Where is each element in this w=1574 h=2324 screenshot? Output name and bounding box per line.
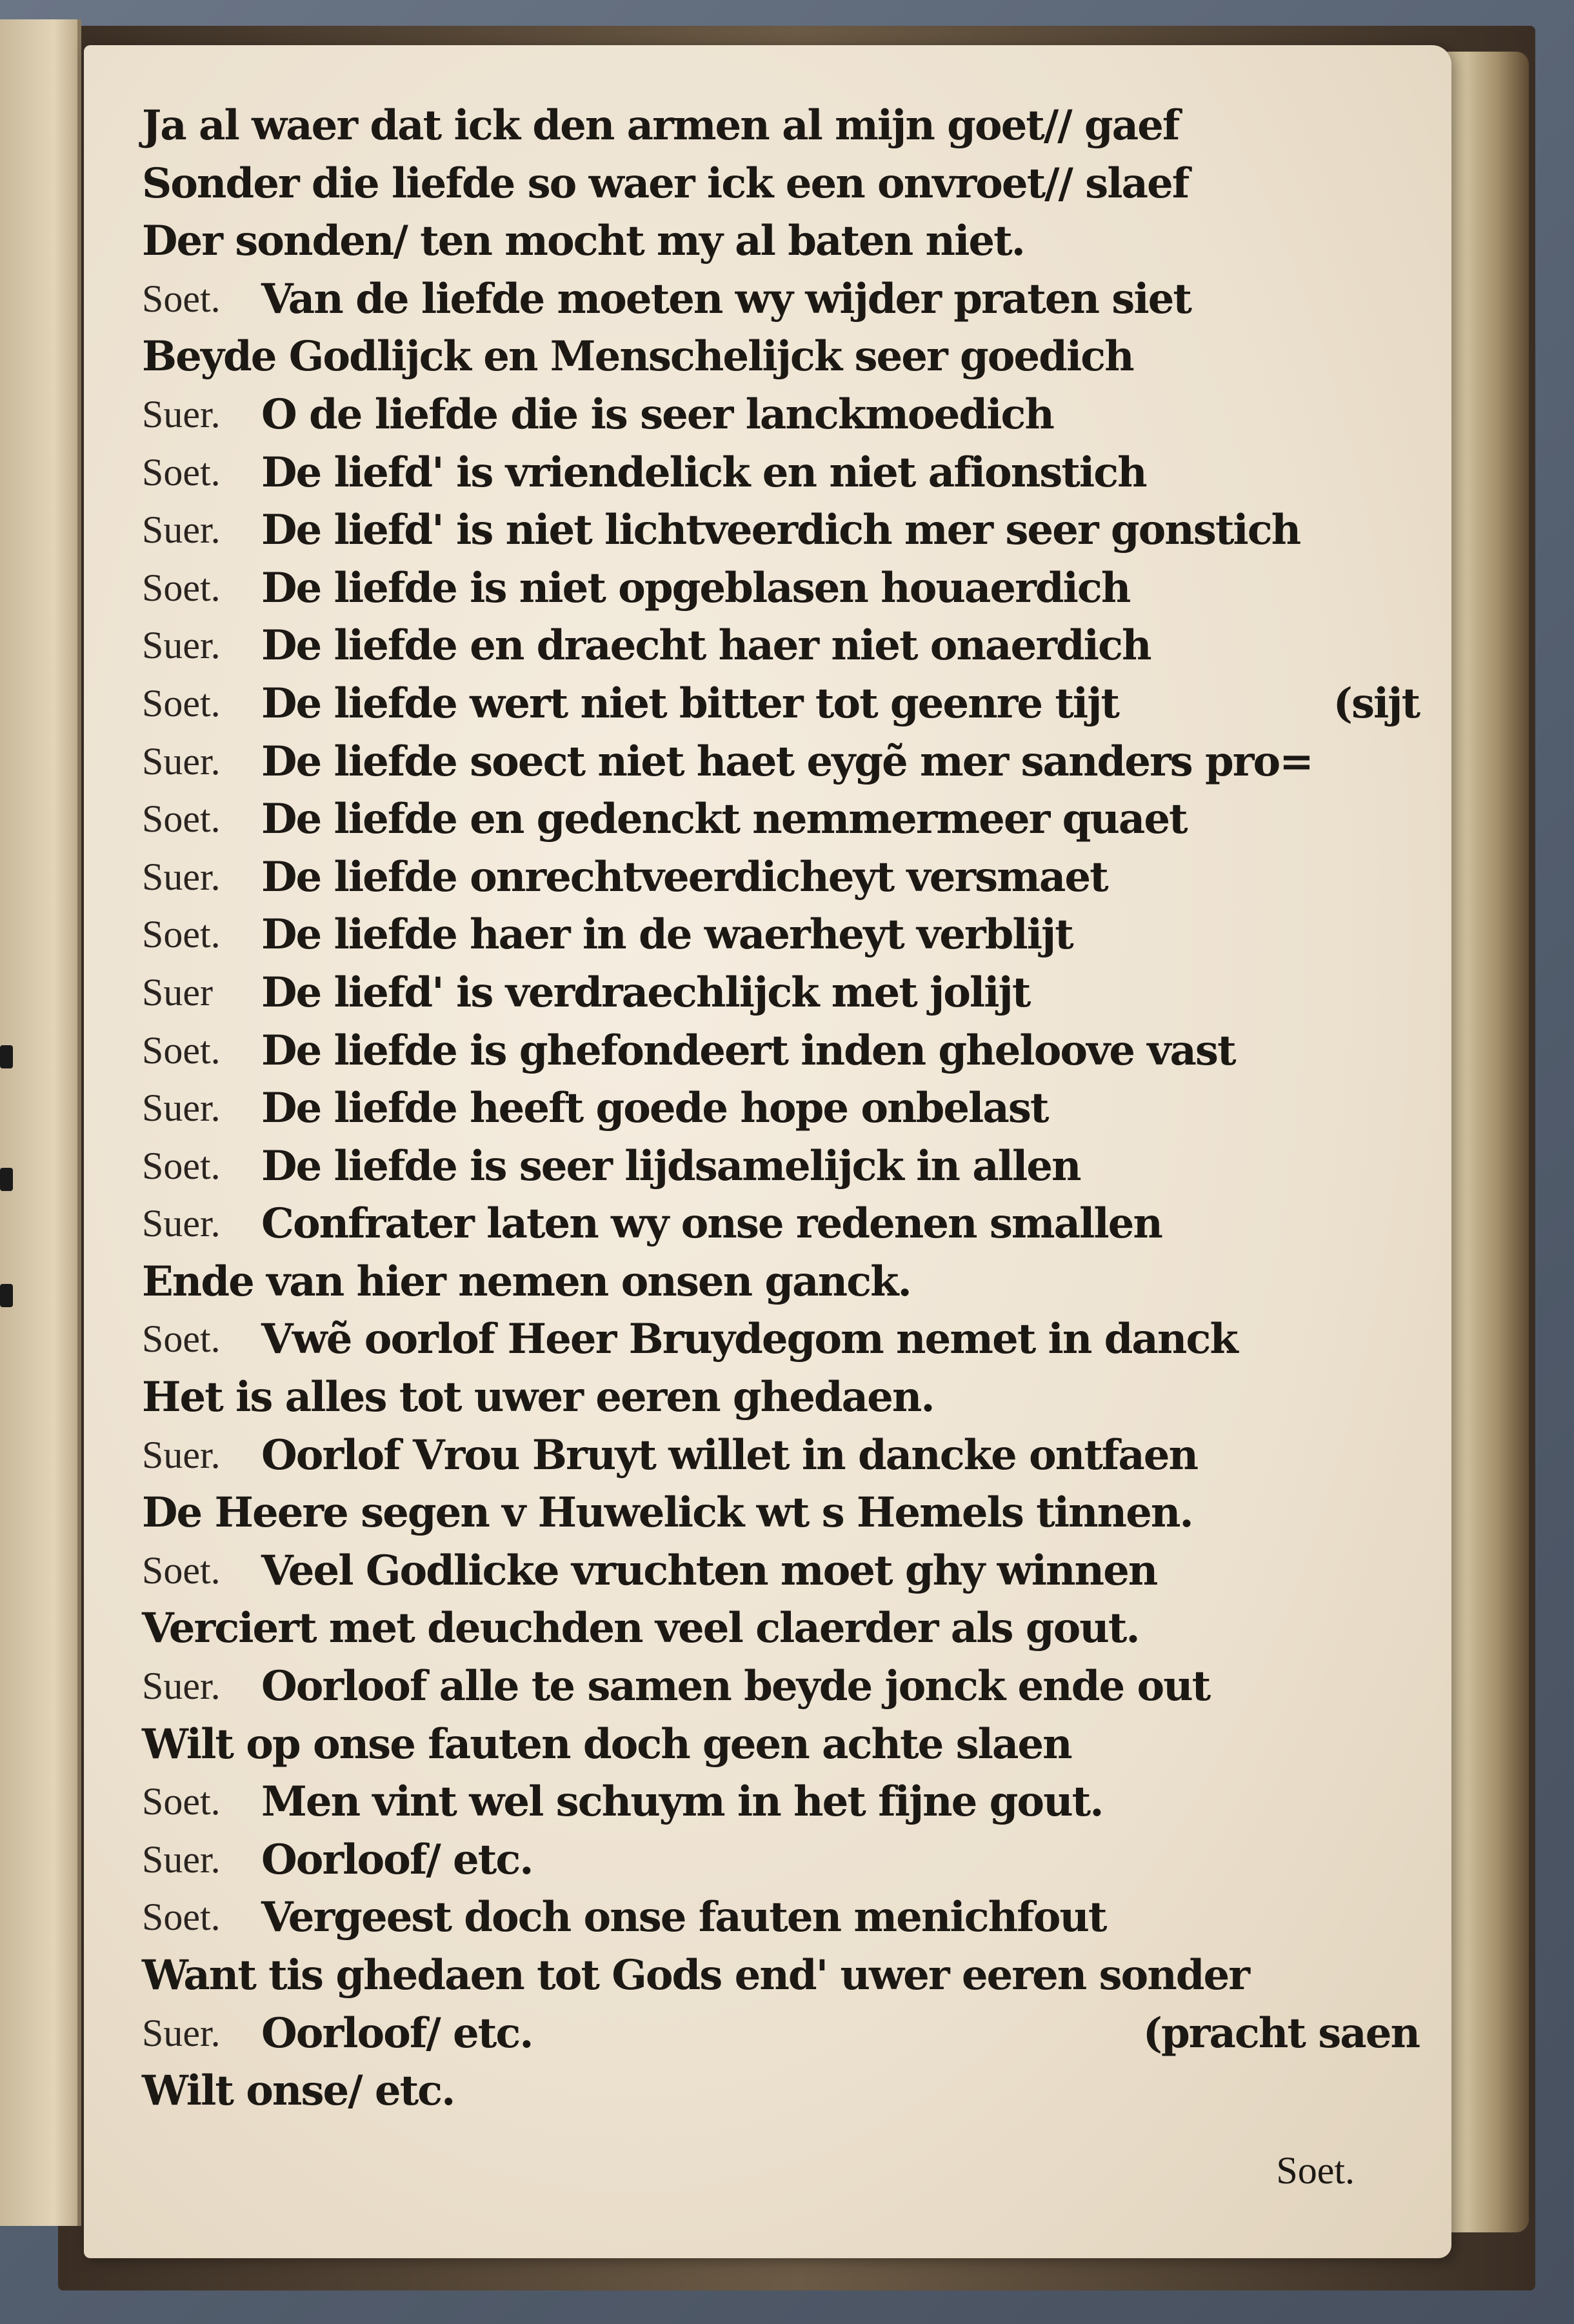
verse-text: Oorloof/ etc. bbox=[261, 1835, 533, 1884]
verse-turnover: (pracht saen bbox=[1142, 2008, 1419, 2058]
speaker-label: Suer bbox=[142, 970, 213, 1014]
text-line bbox=[142, 1831, 1419, 1889]
verse-text: Oorloof alle te samen beyde jonck ende out bbox=[261, 1662, 1210, 1711]
page-text bbox=[142, 97, 1419, 2120]
verse-text: Oorlof Vrou Bruyt willet in dancke ontfaen bbox=[261, 1430, 1198, 1479]
speaker-label: Soet. bbox=[142, 1028, 221, 1072]
text-line bbox=[142, 906, 1419, 964]
speaker-label: Soet. bbox=[142, 566, 221, 609]
text-line bbox=[142, 1137, 1419, 1196]
verse-text: Veel Godlicke vruchten moet ghy winnen bbox=[261, 1546, 1157, 1595]
verse-text: Sonder die liefde so waer ick een onvroet// slaef bbox=[142, 159, 1189, 208]
text-line bbox=[142, 501, 1419, 559]
verse-text: Ja al waer dat ick den armen al mijn goet// gaef bbox=[142, 101, 1179, 150]
verse-turnover: (sijt bbox=[1333, 679, 1419, 728]
speaker-label: Suer. bbox=[142, 392, 221, 436]
speaker-label: Soet. bbox=[142, 450, 221, 494]
verse-text: Der sonden/ ten mocht my al baten niet. bbox=[142, 217, 1024, 266]
text-line bbox=[142, 1773, 1419, 1831]
verse-text: Het is alles tot uwer eeren ghedaen. bbox=[142, 1373, 934, 1422]
text-line bbox=[142, 1716, 1419, 1774]
verse-text: Wilt onse/ etc. bbox=[142, 2067, 455, 2116]
text-line bbox=[142, 97, 1419, 155]
speaker-label: Soet. bbox=[142, 913, 221, 956]
speaker-label: Soet. bbox=[142, 1548, 221, 1592]
speaker-label: Soet. bbox=[142, 1780, 221, 1823]
verse-text: Ende van hier nemen onsen ganck. bbox=[142, 1257, 911, 1306]
text-line bbox=[142, 1310, 1419, 1368]
verse-text: Oorloof/ etc. bbox=[261, 2008, 533, 2058]
speaker-label: Suer. bbox=[142, 1087, 221, 1130]
verse-text: De liefde en gedenckt nemmermeer quaet bbox=[261, 795, 1187, 844]
verse-text: Van de liefde moeten wy wijder praten siet bbox=[261, 274, 1191, 323]
verse-text: De Heere segen v Huwelick wt s Hemels tinnen. bbox=[142, 1488, 1193, 1538]
verse-text: Vergeest doch onse fauten menichfout bbox=[261, 1893, 1106, 1942]
text-line bbox=[142, 1888, 1419, 1947]
verse-text: De liefde haer in de waerheyt verblijt bbox=[261, 910, 1073, 959]
verse-text: Verciert met deuchden veel claerder als gout. bbox=[142, 1604, 1139, 1653]
text-line bbox=[142, 559, 1419, 617]
speaker-label: Suer. bbox=[142, 1433, 221, 1476]
verse-text: De liefde soect niet haet eygẽ mer sanders pro= bbox=[261, 737, 1313, 786]
verse-text: De liefd' is verdraechlijck met jolijt bbox=[261, 968, 1030, 1017]
verse-text: De liefd' is niet lichtveerdich mer seer gonstich bbox=[261, 506, 1300, 555]
speaker-label: Soet. bbox=[142, 1144, 221, 1187]
verse-text: De liefde is ghefondeert inden gheloove vast bbox=[261, 1026, 1235, 1075]
text-line bbox=[142, 1427, 1419, 1485]
book-page bbox=[84, 45, 1451, 2258]
text-line bbox=[142, 155, 1419, 213]
speaker-label: Soet. bbox=[142, 277, 221, 320]
verse-text: De liefde onrechtveerdicheyt versmaet bbox=[261, 852, 1108, 901]
text-line bbox=[142, 1599, 1419, 1658]
verse-text: De liefde is seer lijdsamelijck in allen bbox=[261, 1141, 1081, 1190]
speaker-label: Suer. bbox=[142, 855, 221, 898]
facing-page-edge bbox=[0, 19, 81, 2226]
facing-page-letter bbox=[0, 1284, 13, 1307]
text-line bbox=[142, 790, 1419, 848]
speaker-label: Suer. bbox=[142, 1838, 221, 1881]
verse-text: Men vint wel schuym in het fijne gout. bbox=[261, 1778, 1103, 1827]
text-line bbox=[142, 1253, 1419, 1311]
speaker-label: Suer. bbox=[142, 2011, 221, 2054]
verse-text: Vwẽ oorlof Heer Bruydegom nemet in danck bbox=[261, 1315, 1237, 1364]
text-line bbox=[142, 328, 1419, 386]
verse-text: O de liefde die is seer lanckmoedich bbox=[261, 390, 1053, 439]
text-line bbox=[142, 848, 1419, 907]
verse-text: Beyde Godlijck en Menschelijck seer goedich bbox=[142, 332, 1133, 381]
text-line bbox=[142, 733, 1419, 791]
text-line bbox=[142, 1947, 1419, 2005]
verse-text: Want tis ghedaen tot Gods end' uwer eeren sonder bbox=[142, 1951, 1249, 1999]
text-line bbox=[142, 444, 1419, 502]
facing-page-letter bbox=[0, 1168, 13, 1191]
speaker-label: Suer. bbox=[142, 624, 221, 667]
text-line bbox=[142, 1195, 1419, 1253]
catchword: Soet. bbox=[1276, 2149, 1355, 2192]
text-line bbox=[142, 212, 1419, 270]
speaker-label: Suer. bbox=[142, 1665, 221, 1708]
text-line bbox=[142, 1022, 1419, 1080]
verse-text: De liefde is niet opgeblasen houaerdich bbox=[261, 563, 1130, 612]
verse-text: De liefde heeft goede hope onbelast bbox=[261, 1084, 1048, 1133]
verse-text: Wilt op onse fauten doch geen achte slaen bbox=[142, 1719, 1071, 1768]
text-line bbox=[142, 2062, 1419, 2120]
speaker-label: Soet. bbox=[142, 797, 221, 841]
text-line bbox=[142, 1658, 1419, 1716]
text-line bbox=[142, 1542, 1419, 1600]
speaker-label: Suer. bbox=[142, 739, 221, 783]
speaker-label: Soet. bbox=[142, 1896, 221, 1939]
verse-text: De liefde wert niet bitter tot geenre tijt bbox=[261, 679, 1119, 728]
speaker-label: Suer. bbox=[142, 508, 221, 552]
text-line bbox=[142, 270, 1419, 328]
speaker-label: Suer. bbox=[142, 1202, 221, 1245]
text-line bbox=[142, 1079, 1419, 1137]
verse-text: De liefd' is vriendelick en niet afionstich bbox=[261, 448, 1146, 497]
text-line bbox=[142, 1368, 1419, 1427]
verse-text: Confrater laten wy onse redenen smallen bbox=[261, 1199, 1162, 1248]
verse-text: De liefde en draecht haer niet onaerdich bbox=[261, 621, 1151, 670]
facing-page-letter bbox=[0, 1045, 13, 1068]
text-line bbox=[142, 675, 1419, 733]
speaker-label: Soet. bbox=[142, 681, 221, 725]
text-line bbox=[142, 2005, 1419, 2063]
text-line bbox=[142, 964, 1419, 1022]
text-line bbox=[142, 617, 1419, 675]
text-line bbox=[142, 386, 1419, 444]
speaker-label: Soet. bbox=[142, 1317, 221, 1361]
text-line bbox=[142, 1484, 1419, 1542]
